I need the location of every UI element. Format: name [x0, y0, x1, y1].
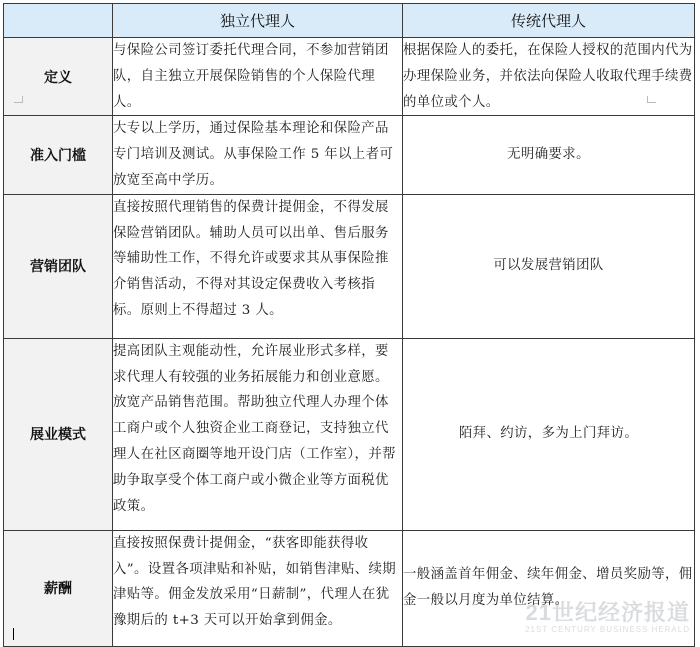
- traditional-cell: 根据保险人的委托，在保险人授权的范围内代为办理保险业务，并依法向保险人收取代理手续费的单位或个人。: [403, 38, 695, 116]
- row-label: 定义: [4, 38, 113, 116]
- header-corner: [4, 4, 113, 38]
- table-row-sales-team: [4, 194, 695, 338]
- row-label: 展业模式: [4, 338, 113, 530]
- table-row-definition: [4, 38, 695, 116]
- traditional-cell: 可以发展营销团队: [403, 194, 695, 338]
- traditional-cell: 一般涵盖首年佣金、续年佣金、增员奖励等，佣金一般以月度为单位结算。: [403, 530, 695, 646]
- text-cursor: [13, 628, 14, 640]
- table-row-business-model: [4, 338, 695, 530]
- comparison-table: [3, 3, 695, 647]
- table-row-entry-threshold: [4, 116, 695, 194]
- row-label: 营销团队: [4, 194, 113, 338]
- independent-cell: 提高团队主观能动性，允许展业形式多样，要求代理人有较强的业务拓展能力和创业意愿。放宽产品销售范围。帮助独立代理人办理个体工商户或个人独资企业工商登记，支持独立代理人在社区商圈等地开设门店（工作室），并帮助争取享受个体工商户或小微企业等方面税优政策。: [113, 338, 403, 530]
- row-label: 准入门槛: [4, 116, 113, 194]
- independent-cell: 大专以上学历，通过保险基本理论和保险产品专门培训及测试。从事保险工作 5 年以上者可放宽至高中学历。: [113, 116, 403, 194]
- traditional-cell: 陌拜、约访，多为上门拜访。: [403, 338, 695, 530]
- header-independent-agent: 独立代理人: [113, 4, 403, 38]
- table-row-compensation: [4, 530, 695, 646]
- decorative-corner-mark: [647, 96, 656, 103]
- watermark-subtitle: 21ST CENTURY BUSINESS HERALD: [525, 625, 690, 634]
- independent-cell: 直接按照保费计提佣金，“获客即能获得收入”。设置各项津贴和补贴，如销售津贴、续期津贴等。佣金发放采用“日薪制”，代理人在犹豫期后的 t+3 天可以开始拿到佣金。: [113, 530, 403, 646]
- header-row: [4, 4, 695, 38]
- row-label: 薪酬: [4, 530, 113, 646]
- header-traditional-agent: 传统代理人: [403, 4, 695, 38]
- independent-cell: 与保险公司签订委托代理合同，不参加营销团队，自主独立开展保险销售的个人保险代理人。: [113, 38, 403, 116]
- decorative-corner-mark: [14, 96, 23, 103]
- independent-cell: 直接按照代理销售的保费计提佣金，不得发展保险营销团队。辅助人员可以出单、售后服务等辅助性工作，不得允许或要求其从事保险推介销售活动，不得对其设定保费收入考核指标。原则上不得超过 3 人。: [113, 194, 403, 338]
- watermark-title: 21世纪经济报道: [525, 600, 690, 625]
- traditional-cell: 无明确要求。: [403, 116, 695, 194]
